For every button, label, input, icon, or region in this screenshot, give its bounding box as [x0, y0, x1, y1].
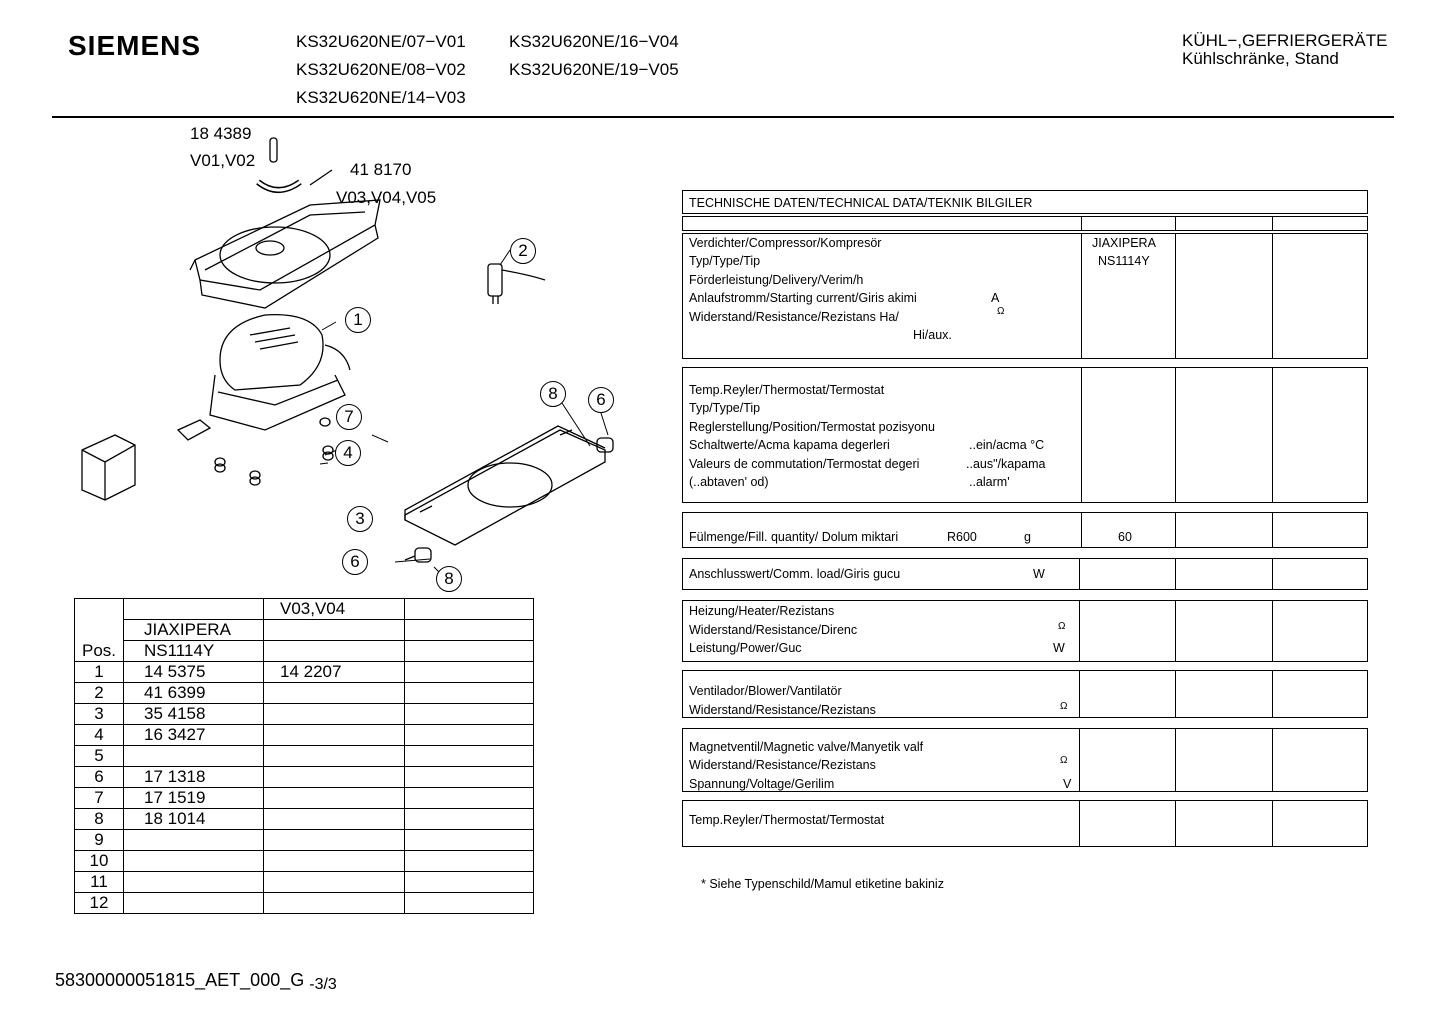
tech-header-row: [682, 216, 1368, 231]
table-row: 6 17 1318: [75, 767, 534, 788]
relay-box-part: [82, 435, 135, 500]
brand-cell: JIAXIPERA: [124, 620, 264, 641]
table-row: 4 16 3427: [75, 725, 534, 746]
compressor-block: Verdichter/Compressor/Kompresör Typ/Type/Tip Förderleistung/Delivery/Verim/h Anlaufstromm/Starting current/Giris akimi A Widerstand/Resistance/Rezistans Ha/ Ω Hi/aux. JIAXIPERA NS1114Y: [682, 233, 1368, 359]
rubber-feet: [405, 438, 613, 562]
model-2: KS32U620NE/16−V04: [509, 32, 679, 51]
table-row: 2 41 6399: [75, 683, 534, 704]
tech-title-box: [682, 190, 1368, 214]
table-row: [75, 599, 534, 620]
table-row: 11: [75, 872, 534, 893]
part-label-v01v02: V01,V02: [190, 151, 256, 170]
pos-header: Pos.: [75, 599, 124, 662]
part-label-184389: 18 4389: [190, 124, 252, 143]
part-label-v030405: V03,V04,V05: [336, 188, 437, 207]
fill-block: Fülmenge/Fill. quantity/ Dolum miktari R600 g 60: [682, 512, 1368, 548]
valve-block: Magnetventil/Magnetic valve/Manyetik valf Widerstand/Resistance/Rezistans Ω Spannung/Voltage/Gerilim V: [682, 728, 1368, 792]
callout-2: 2: [510, 238, 536, 264]
thermostat-block: Temp.Reyler/Thermostat/Termostat Typ/Type/Tip Reglerstellung/Position/Termostat pozisyonu Schaltwerte/Acma kapama degerleri ..ein/acma °C Valeurs de commutation/Termostat degeri ..aus"/kapama (..abtaven' od) ..alarm': [682, 367, 1368, 503]
table-row: 1 14 5375 14 2207: [75, 662, 534, 683]
exploded-diagram: [60, 130, 620, 600]
model-4: KS32U620NE/19−V05: [509, 60, 679, 79]
part-label-418170: 41 8170: [350, 160, 412, 179]
model-5: KS32U620NE/14−V03: [296, 88, 466, 107]
callout-3: 3: [347, 506, 373, 532]
callout-4: 4: [335, 440, 361, 466]
callout-8a: 8: [540, 381, 566, 407]
callout-6b: 6: [342, 549, 368, 575]
grommets: [215, 418, 333, 485]
table-row: 12: [75, 893, 534, 914]
compressor-part: [210, 315, 350, 430]
footnote: * Siehe Typenschild/Mamul etiketine bakiniz: [701, 877, 944, 891]
table-row: 10: [75, 851, 534, 872]
model-1: KS32U620NE/07−V01: [296, 32, 466, 51]
callout-8b: 8: [436, 566, 462, 592]
model-3: KS32U620NE/08−V02: [296, 60, 466, 79]
table-row: 7 17 1519: [75, 788, 534, 809]
thermostat2-block: Temp.Reyler/Thermostat/Termostat: [682, 800, 1368, 847]
table-row: 8 18 1014: [75, 809, 534, 830]
load-block: Anschlusswert/Comm. load/Giris gucu W: [682, 558, 1368, 590]
blower-block: Ventilador/Blower/Vantilatör Widerstand/Resistance/Rezistans Ω: [682, 670, 1368, 718]
table-row: 5: [75, 746, 534, 767]
page-number: -3/3: [309, 976, 337, 993]
heater-block: Heizung/Heater/Rezistans Widerstand/Resistance/Direnc Ω Leistung/Power/Guc W: [682, 600, 1368, 662]
fill-value: 60: [1118, 530, 1132, 544]
callout-7: 7: [336, 404, 362, 430]
header-rule: [52, 116, 1394, 118]
capacitor-part: [488, 264, 545, 304]
compressor-brand: JIAXIPERA: [1092, 236, 1156, 250]
parts-table: [74, 598, 534, 914]
document-code: 58300000051815_AET_000_G -3/3: [55, 970, 337, 993]
callout-1: 1: [345, 307, 371, 333]
table-row: 9: [75, 830, 534, 851]
table-row: 3 35 4158: [75, 704, 534, 725]
category-title: KÜHL−,GEFRIERGERÄTE: [1182, 31, 1388, 50]
brand-logo: SIEMENS: [68, 30, 202, 61]
callout-6a: 6: [588, 387, 614, 413]
drip-tray: [190, 200, 380, 308]
table-row: [75, 641, 534, 662]
variant-header: V03,V04: [264, 599, 405, 620]
terminal-part: [178, 420, 210, 440]
mounting-bracket: [405, 426, 605, 545]
tech-title: TECHNISCHE DATEN/TECHNICAL DATA/TEKNIK BILGILER: [689, 196, 1033, 210]
model-cell: NS1114Y: [124, 641, 264, 662]
compressor-type: NS1114Y: [1098, 254, 1150, 268]
table-row: [75, 620, 534, 641]
tube-part: [270, 138, 277, 162]
category-subtitle: Kühlschränke, Stand: [1182, 49, 1339, 68]
